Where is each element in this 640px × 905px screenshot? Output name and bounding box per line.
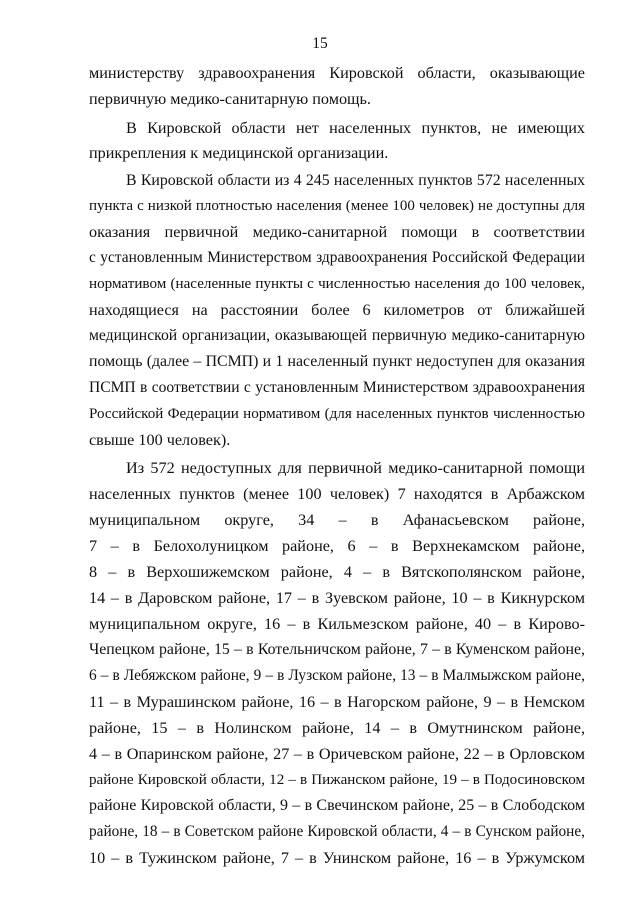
paragraph-4-line-6: 14 – в Даровском районе, 17 – в Зуевском районе, 10 – в Кикнурском [89, 589, 585, 607]
paragraph-4-line-15: районе, 18 – в Советском районе Кировской области, 4 – в Сунском районе, [89, 823, 585, 840]
paragraph-3-line-5: нормативом (населенные пункты с численностью населения до 100 человек, [89, 276, 585, 292]
paragraph-4-line-11: районе, 15 – в Нолинском районе, 14 – в Омутнинском районе, [89, 719, 585, 737]
paragraph-2-line-2: прикрепления к медицинской организации. [89, 144, 389, 162]
paragraph-4-line-8: Чепецком районе, 15 – в Котельничском районе, 7 – в Куменском районе, [89, 641, 585, 658]
paragraph-4-line-7: муниципальном округе, 16 – в Кильмезском районе, 40 – в Кирово- [89, 615, 585, 633]
paragraph-4-line-14: районе Кировской области, 9 – в Свечинском районе, 25 – в Слободском [89, 797, 585, 814]
paragraph-4-line-1: Из 572 недоступных для первичной медико-санитарной помощи [126, 459, 585, 477]
paragraph-3-line-9: ПСМП в соответствии с установленным Министерством здравоохранения [89, 379, 585, 396]
paragraph-3-line-3: оказания первичной медико-санитарной помощи в соответствии [89, 223, 585, 241]
paragraph-1-line-1: министерству здравоохранения Кировской области, оказывающие [89, 64, 585, 82]
paragraph-3-line-11: свыше 100 человек). [89, 431, 231, 449]
paragraph-4-line-12: 4 – в Опаринском районе, 27 – в Оричевском районе, 22 – в Орловском [89, 745, 585, 763]
paragraph-4-line-13: районе Кировской области, 12 – в Пижанском районе, 19 – в Подосиновском [89, 772, 585, 788]
paragraph-2-line-1: В Кировской области нет населенных пунктов, не имеющих [126, 119, 585, 137]
paragraph-3-line-2: пункта с низкой плотностью населения (менее 100 человек) не доступны для [89, 198, 585, 214]
paragraph-3-line-7: медицинской организации, оказывающей первичную медико-санитарную [89, 327, 585, 344]
paragraph-1-line-2: первичную медико-санитарную помощь. [89, 90, 371, 108]
paragraph-4-line-2: населенных пунктов (менее 100 человек) 7 находятся в Арбажском [89, 485, 585, 503]
paragraph-4-line-16: 10 – в Тужинском районе, 7 – в Унинском районе, 16 – в Уржумском [89, 849, 585, 867]
paragraph-4-line-3: муниципальном округе, 34 – в Афанасьевском районе, [89, 511, 585, 529]
paragraph-4-line-10: 11 – в Мурашинском районе, 16 – в Нагорском районе, 9 – в Немском [89, 693, 585, 711]
page-number: 15 [312, 35, 328, 52]
paragraph-3-line-4: с установленным Министерством здравоохранения Российской Федерации [89, 249, 585, 266]
paragraph-3-line-8: помощь (далее – ПСМП) и 1 населенный пункт недоступен для оказания [89, 353, 585, 370]
paragraph-4-line-5: 8 – в Верхошижемском районе, 4 – в Вятскополянском районе, [89, 563, 585, 581]
paragraph-3-line-10: Российской Федерации нормативом (для населенных пунктов численностью [89, 406, 585, 422]
paragraph-4-line-4: 7 – в Белохолуницком районе, 6 – в Верхнекамском районе, [89, 537, 585, 555]
paragraph-3-line-1: В Кировской области из 4 245 населенных пунктов 572 населенных [126, 172, 585, 189]
paragraph-3-line-6: находящиеся на расстоянии более 6 километров от ближайшей [89, 301, 585, 319]
paragraph-4-line-9: 6 – в Лебяжском районе, 9 – в Лузском районе, 13 – в Малмыжском районе, [89, 667, 585, 684]
